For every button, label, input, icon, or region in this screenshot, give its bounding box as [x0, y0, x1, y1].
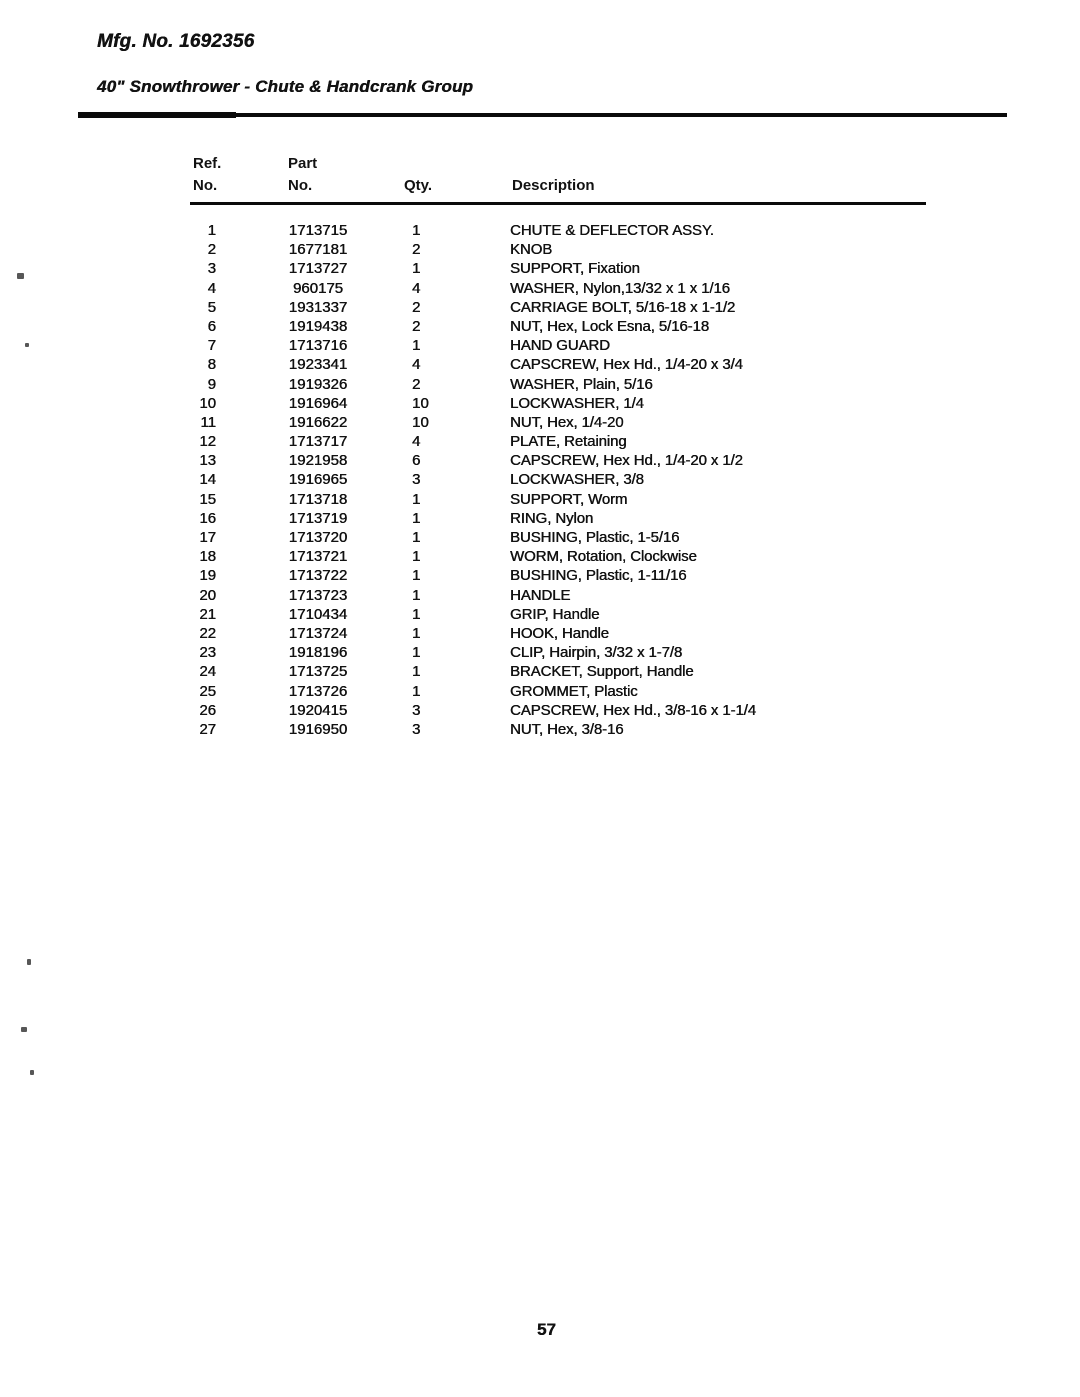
part-no-cell: 1713721 — [288, 548, 348, 566]
qty-cell: 3 — [412, 471, 421, 489]
description-cell: RING, Nylon — [510, 509, 594, 527]
description-cell: NUT, Hex, Lock Esna, 5/16-18 — [510, 317, 709, 335]
description-cell: WASHER, Plain, 5/16 — [510, 375, 653, 393]
qty-cell: 2 — [412, 298, 421, 316]
part-no-cell: 1713720 — [288, 529, 348, 546]
ref-no-cell: 4 — [207, 279, 216, 297]
parts-table-body — [0, 221, 1080, 739]
table-row — [0, 451, 1080, 470]
qty-cell: 1 — [412, 548, 421, 566]
column-header-part-no — [288, 153, 317, 197]
ref-no-cell: 8 — [207, 356, 216, 374]
header-divider — [78, 113, 1007, 117]
description-cell: CHUTE & DEFLECTOR ASSY. — [510, 222, 714, 239]
description-cell: GRIP, Handle — [510, 605, 600, 623]
part-no-cell: 1713727 — [288, 260, 348, 278]
table-row — [0, 432, 1080, 451]
table-row — [0, 413, 1080, 432]
table-row — [0, 528, 1080, 547]
table-row — [0, 547, 1080, 566]
ref-no-cell: 7 — [207, 337, 216, 355]
qty-cell: 1 — [412, 260, 421, 278]
description-cell: LOCKWASHER, 1/4 — [510, 394, 644, 412]
description-cell: CAPSCREW, Hex Hd., 1/4-20 x 1/2 — [510, 452, 743, 470]
part-no-cell: 1921958 — [288, 452, 348, 470]
table-row — [0, 586, 1080, 605]
qty-cell: 2 — [412, 375, 421, 393]
table-row — [0, 298, 1080, 317]
qty-cell: 1 — [412, 624, 421, 642]
qty-cell: 4 — [412, 356, 421, 374]
table-row — [0, 317, 1080, 336]
ref-no-cell: 3 — [207, 260, 216, 278]
part-no-cell: 1916622 — [288, 413, 348, 431]
description-cell: NUT, Hex, 3/8-16 — [510, 720, 624, 738]
qty-cell: 10 — [412, 413, 429, 431]
table-row — [0, 336, 1080, 355]
part-no-cell: 1713718 — [288, 490, 348, 508]
ref-no-cell: 5 — [207, 298, 216, 316]
ref-no-cell: 9 — [207, 375, 216, 393]
page-number: 57 — [537, 1320, 556, 1339]
qty-cell: 1 — [412, 222, 421, 239]
table-row — [0, 470, 1080, 489]
column-header-part-line2: No. — [288, 177, 313, 194]
ref-no-cell: 15 — [199, 490, 216, 508]
ref-no-cell: 13 — [199, 452, 216, 470]
description-cell: BUSHING, Plastic, 1-11/16 — [510, 567, 687, 585]
table-row — [0, 509, 1080, 528]
part-no-cell: 960175 — [292, 279, 344, 297]
description-cell: SUPPORT, Fixation — [510, 260, 640, 278]
ref-no-cell: 26 — [199, 701, 216, 719]
part-no-cell: 1919438 — [288, 317, 348, 335]
part-no-cell: 1713722 — [288, 567, 348, 585]
description-cell: HANDLE — [510, 586, 571, 604]
qty-cell: 3 — [412, 720, 421, 738]
description-cell: BRACKET, Support, Handle — [510, 663, 694, 681]
part-no-cell: 1916964 — [288, 394, 348, 412]
table-row — [0, 643, 1080, 662]
ref-no-cell: 6 — [207, 317, 216, 335]
scan-speck — [17, 273, 24, 279]
qty-cell: 1 — [412, 337, 421, 355]
ref-no-cell: 19 — [199, 567, 216, 585]
description-cell: BUSHING, Plastic, 1-5/16 — [510, 529, 680, 546]
ref-no-cell: 17 — [199, 529, 216, 546]
qty-cell: 1 — [412, 605, 421, 623]
part-no-cell: 1713723 — [288, 586, 348, 604]
table-header-divider — [190, 202, 926, 205]
ref-no-cell: 16 — [199, 509, 216, 527]
ref-no-cell: 12 — [199, 433, 216, 451]
table-row — [0, 662, 1080, 681]
table-row — [0, 240, 1080, 259]
table-row — [0, 355, 1080, 374]
description-cell: PLATE, Retaining — [510, 433, 627, 451]
part-no-cell: 1713726 — [288, 682, 348, 700]
scan-speck — [30, 1070, 34, 1075]
description-cell: SUPPORT, Worm — [510, 490, 628, 508]
part-no-cell: 1919326 — [288, 375, 348, 393]
description-cell: LOCKWASHER, 3/8 — [510, 471, 644, 489]
table-row — [0, 682, 1080, 701]
column-header-ref-line2: No. — [193, 177, 218, 194]
table-row — [0, 701, 1080, 720]
qty-cell: 3 — [412, 701, 421, 719]
description-cell: HAND GUARD — [510, 337, 610, 355]
description-cell: KNOB — [510, 241, 553, 259]
part-no-cell: 1923341 — [288, 356, 348, 374]
qty-cell: 1 — [412, 682, 421, 700]
table-row — [0, 394, 1080, 413]
description-cell: CARRIAGE BOLT, 5/16-18 x 1-1/2 — [510, 298, 736, 316]
part-no-cell: 1916950 — [288, 720, 348, 738]
part-no-cell: 1920415 — [288, 701, 348, 719]
table-row — [0, 720, 1080, 739]
ref-no-cell: 18 — [199, 548, 216, 566]
description-cell: WASHER, Nylon,13/32 x 1 x 1/16 — [510, 279, 730, 297]
qty-cell: 1 — [412, 567, 421, 585]
table-row — [0, 490, 1080, 509]
table-row — [0, 624, 1080, 643]
column-header-part-line1: Part — [288, 155, 318, 172]
scan-speck — [25, 343, 29, 347]
ref-no-cell: 10 — [199, 394, 216, 412]
qty-cell: 1 — [412, 663, 421, 681]
column-header-description: Description — [512, 177, 595, 194]
column-header-ref-line1: Ref. — [193, 155, 222, 172]
part-no-cell: 1713724 — [288, 624, 348, 642]
qty-cell: 4 — [412, 433, 421, 451]
table-row — [0, 279, 1080, 298]
part-no-cell: 1918196 — [288, 644, 348, 662]
description-cell: WORM, Rotation, Clockwise — [510, 548, 697, 566]
qty-cell: 2 — [412, 317, 421, 335]
table-row — [0, 605, 1080, 624]
table-row — [0, 375, 1080, 394]
ref-no-cell: 20 — [199, 586, 216, 604]
ref-no-cell: 22 — [199, 624, 216, 642]
scan-speck — [27, 959, 31, 965]
ref-no-cell: 25 — [199, 682, 216, 700]
qty-cell: 1 — [412, 509, 421, 527]
description-cell: CLIP, Hairpin, 3/32 x 1-7/8 — [510, 644, 683, 662]
part-no-cell: 1713716 — [288, 337, 348, 355]
description-cell: CAPSCREW, Hex Hd., 1/4-20 x 3/4 — [510, 356, 743, 374]
part-no-cell: 1710434 — [288, 605, 348, 623]
mfg-number: Mfg. No. 1692356 — [97, 31, 255, 52]
part-no-cell: 1916965 — [288, 471, 348, 489]
table-row — [0, 259, 1080, 278]
ref-no-cell: 1 — [207, 222, 216, 239]
page-title: 40" Snowthrower - Chute & Handcrank Group — [97, 77, 474, 96]
description-cell: NUT, Hex, 1/4-20 — [510, 413, 624, 431]
ref-no-cell: 11 — [200, 413, 216, 431]
qty-cell: 6 — [412, 452, 421, 470]
part-no-cell: 1713715 — [288, 222, 348, 239]
column-header-qty: Qty. — [404, 177, 433, 194]
part-no-cell: 1713717 — [288, 433, 348, 451]
ref-no-cell: 21 — [199, 605, 216, 623]
qty-cell: 2 — [412, 241, 421, 259]
description-cell: GROMMET, Plastic — [510, 682, 638, 700]
qty-cell: 1 — [412, 586, 421, 604]
ref-no-cell: 27 — [199, 720, 216, 738]
description-cell: HOOK, Handle — [510, 624, 609, 642]
part-no-cell: 1713719 — [288, 509, 348, 527]
ref-no-cell: 14 — [199, 471, 216, 489]
qty-cell: 4 — [412, 279, 421, 297]
ref-no-cell: 24 — [199, 663, 216, 681]
table-row — [0, 566, 1080, 585]
qty-cell: 1 — [412, 490, 421, 508]
table-row — [0, 221, 1080, 240]
column-header-ref-no — [193, 153, 221, 197]
ref-no-cell: 2 — [207, 241, 216, 259]
ref-no-cell: 23 — [199, 644, 216, 662]
qty-cell: 10 — [412, 394, 429, 412]
description-cell: CAPSCREW, Hex Hd., 3/8-16 x 1-1/4 — [510, 701, 756, 719]
part-no-cell: 1931337 — [288, 298, 348, 316]
part-no-cell: 1677181 — [288, 241, 348, 259]
qty-cell: 1 — [412, 529, 421, 546]
part-no-cell: 1713725 — [288, 663, 348, 681]
qty-cell: 1 — [412, 644, 421, 662]
scan-speck — [21, 1027, 27, 1032]
